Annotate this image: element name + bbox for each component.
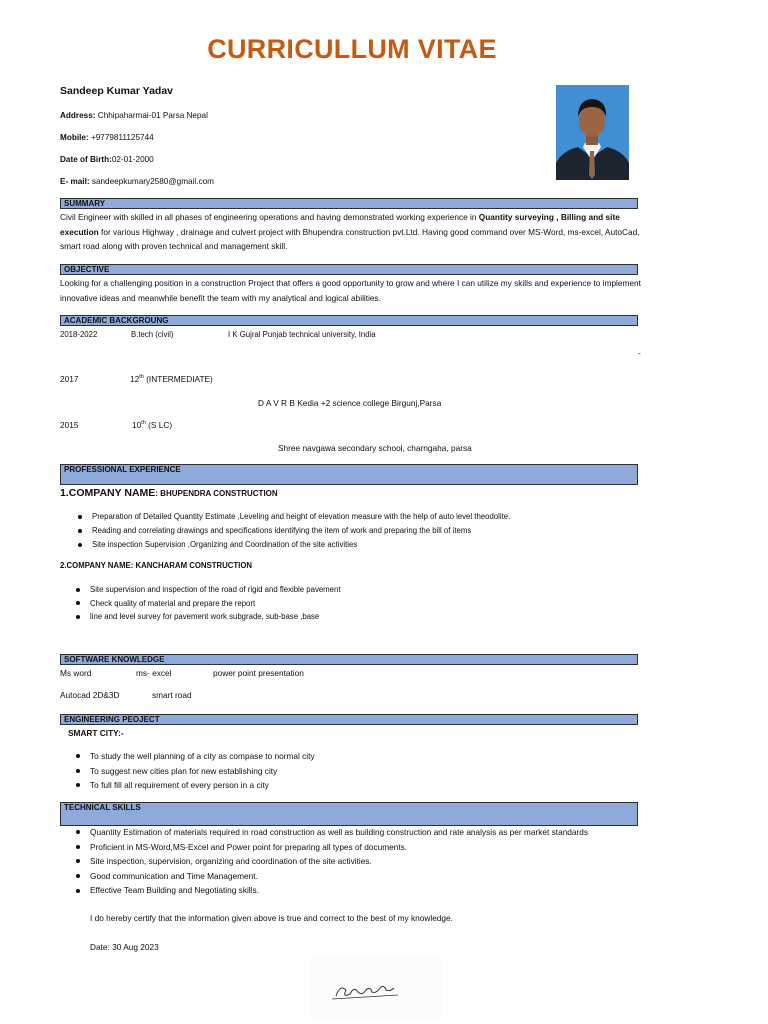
academic-degree-3-sup: th <box>141 420 146 427</box>
candidate-name: Sandeep Kumar Yadav <box>60 85 174 97</box>
company-1-prefix: 1.COMPANY NAME <box>60 487 156 499</box>
list-item: Site supervision and inspection of the road of rigid and flexible pavement <box>74 583 341 597</box>
academic-degree-3-rest: (S LC) <box>145 420 173 430</box>
company-1-title <box>60 487 278 499</box>
academic-degree-2 <box>130 374 213 384</box>
dob-value: 02-01-2000 <box>111 155 154 164</box>
list-item: Site inspection, supervision, organizing and coordination of the site activities. <box>74 854 588 869</box>
experience-heading: PROFESSIONAL EXPERIENCE <box>60 464 638 485</box>
list-item: To study the well planning of a city as compase to normal city <box>74 749 315 764</box>
software-item: Ms word <box>60 668 92 678</box>
email-label: E- mail: <box>60 177 90 186</box>
dob-label: Date of Birth: <box>60 155 112 164</box>
software-item: power point presentation <box>213 668 304 678</box>
list-item: Reading and correlating drawings and specifications identifying the item of work and preparing the bill of items <box>76 524 510 538</box>
summary-text-part2: for various Highway , drainage and culvert project with Bhupendra construction pvt.Ltd. Having good command over MS-Word, ms-excel, AutoCad, smart road along with proven technical and management skill. <box>60 226 640 251</box>
academic-institution-2: D A V R B Kedia +2 science college Birgunj,Parsa <box>258 398 442 408</box>
academic-degree-2-num: 12 <box>130 374 140 384</box>
profile-photo <box>556 85 629 180</box>
stray-dash: - <box>638 348 641 358</box>
list-item: To suggest new cities plan for new establishing city <box>74 764 315 779</box>
academic-institution-3: Shree navgawa secondary school, charngaha, parsa <box>278 443 472 453</box>
list-item: To full fill all requirement of every person in a city <box>74 778 315 793</box>
company-2-title: 2.COMPANY NAME: KANCHARAM CONSTRUCTION <box>60 561 253 570</box>
mobile-label: Mobile: <box>60 133 89 142</box>
software-item: ms- excel <box>136 668 172 678</box>
software-item: smart road <box>152 690 192 700</box>
list-item: Check quality of material and prepare the report <box>74 597 341 611</box>
list-item: line and level survey for pavement work subgrade, sub-base ,base <box>74 610 341 624</box>
list-item: Site inspection Supervision ,Organizing and Coordination of the site activities <box>76 538 510 552</box>
technical-heading: TECHNICAL SKILLS <box>60 802 638 826</box>
summary-text-part1: Civil Engineer with skilled in all phases of engineering operations and having demonstrated working experience in <box>60 212 479 222</box>
list-item: Good communication and Time Management. <box>74 869 588 884</box>
company-1-duties <box>76 510 510 552</box>
mobile-value: +9779811125744 <box>90 133 154 142</box>
academic-degree-2-rest: (INTERMEDIATE) <box>143 374 213 384</box>
academic-year-1: 2018-2022 <box>60 330 98 339</box>
academic-degree-1: B.tech (civil) <box>131 330 174 339</box>
technical-list <box>74 825 588 898</box>
software-heading: SOFTWARE KNOWLEDGE <box>60 654 638 665</box>
address-label: Address: <box>60 111 96 120</box>
summary-text <box>60 210 645 254</box>
list-item: Effective Team Building and Negotiating skills. <box>74 883 588 898</box>
software-item: Autocad 2D&3D <box>60 690 120 700</box>
academic-heading: ACADEMIC BACKGROUNG <box>60 315 638 326</box>
academic-year-2: 2017 <box>60 374 79 384</box>
summary-heading: SUMMARY <box>60 198 638 209</box>
list-item: Preparation of Detailed Quantity Estimate ,Leveling and height of elevation measure with the help of auto level theodolite. <box>76 510 510 524</box>
list-item: Proficient in MS-Word,MS-Excel and Power point for preparing all types of documents. <box>74 840 588 855</box>
academic-degree-3-num: 10 <box>132 420 142 430</box>
address-line <box>60 111 208 120</box>
academic-degree-3 <box>132 420 172 430</box>
academic-year-3: 2015 <box>60 420 79 430</box>
declaration: I do hereby certify that the information given above is true and correct to the best of my knowledge. <box>90 913 453 923</box>
email-line <box>60 177 214 186</box>
cv-title: CURRICULLUM VITAE <box>207 34 497 64</box>
project-subtitle: SMART CITY:- <box>68 728 124 738</box>
date: Date: 30 Aug 2023 <box>90 942 159 952</box>
academic-institution-1: I K Gujral Punjab technical university, India <box>228 330 376 339</box>
objective-text: Looking for a challenging position in a construction Project that offers a good opportunity to grow and where I can utilize my skills and experience to implement innovative ideas and meanwhile benefit the team with my analytical and logical abilities. <box>60 278 641 303</box>
company-1-name: : BHUPENDRA CONSTRUCTION <box>155 489 278 498</box>
project-list <box>74 749 315 793</box>
address-value: Chhipaharmai-01 Parsa Nepal <box>97 111 208 120</box>
objective-heading: OBJECTIVE <box>60 264 638 275</box>
mobile-line <box>60 133 154 142</box>
summary-highlight: Quantity surveying , Billing and site execution <box>60 212 620 237</box>
dob-line <box>60 155 154 164</box>
email-value: sandeepkumary2580@gmail.com <box>91 177 214 186</box>
list-item: Quantity Estimation of materials required in road construction as well as building construction and rate analysis as per market standards <box>74 825 588 840</box>
company-2-duties <box>74 583 341 624</box>
project-heading: ENGINEERING PEOJECT <box>60 714 638 725</box>
academic-degree-2-sup: th <box>139 374 144 381</box>
signature <box>310 958 442 1018</box>
